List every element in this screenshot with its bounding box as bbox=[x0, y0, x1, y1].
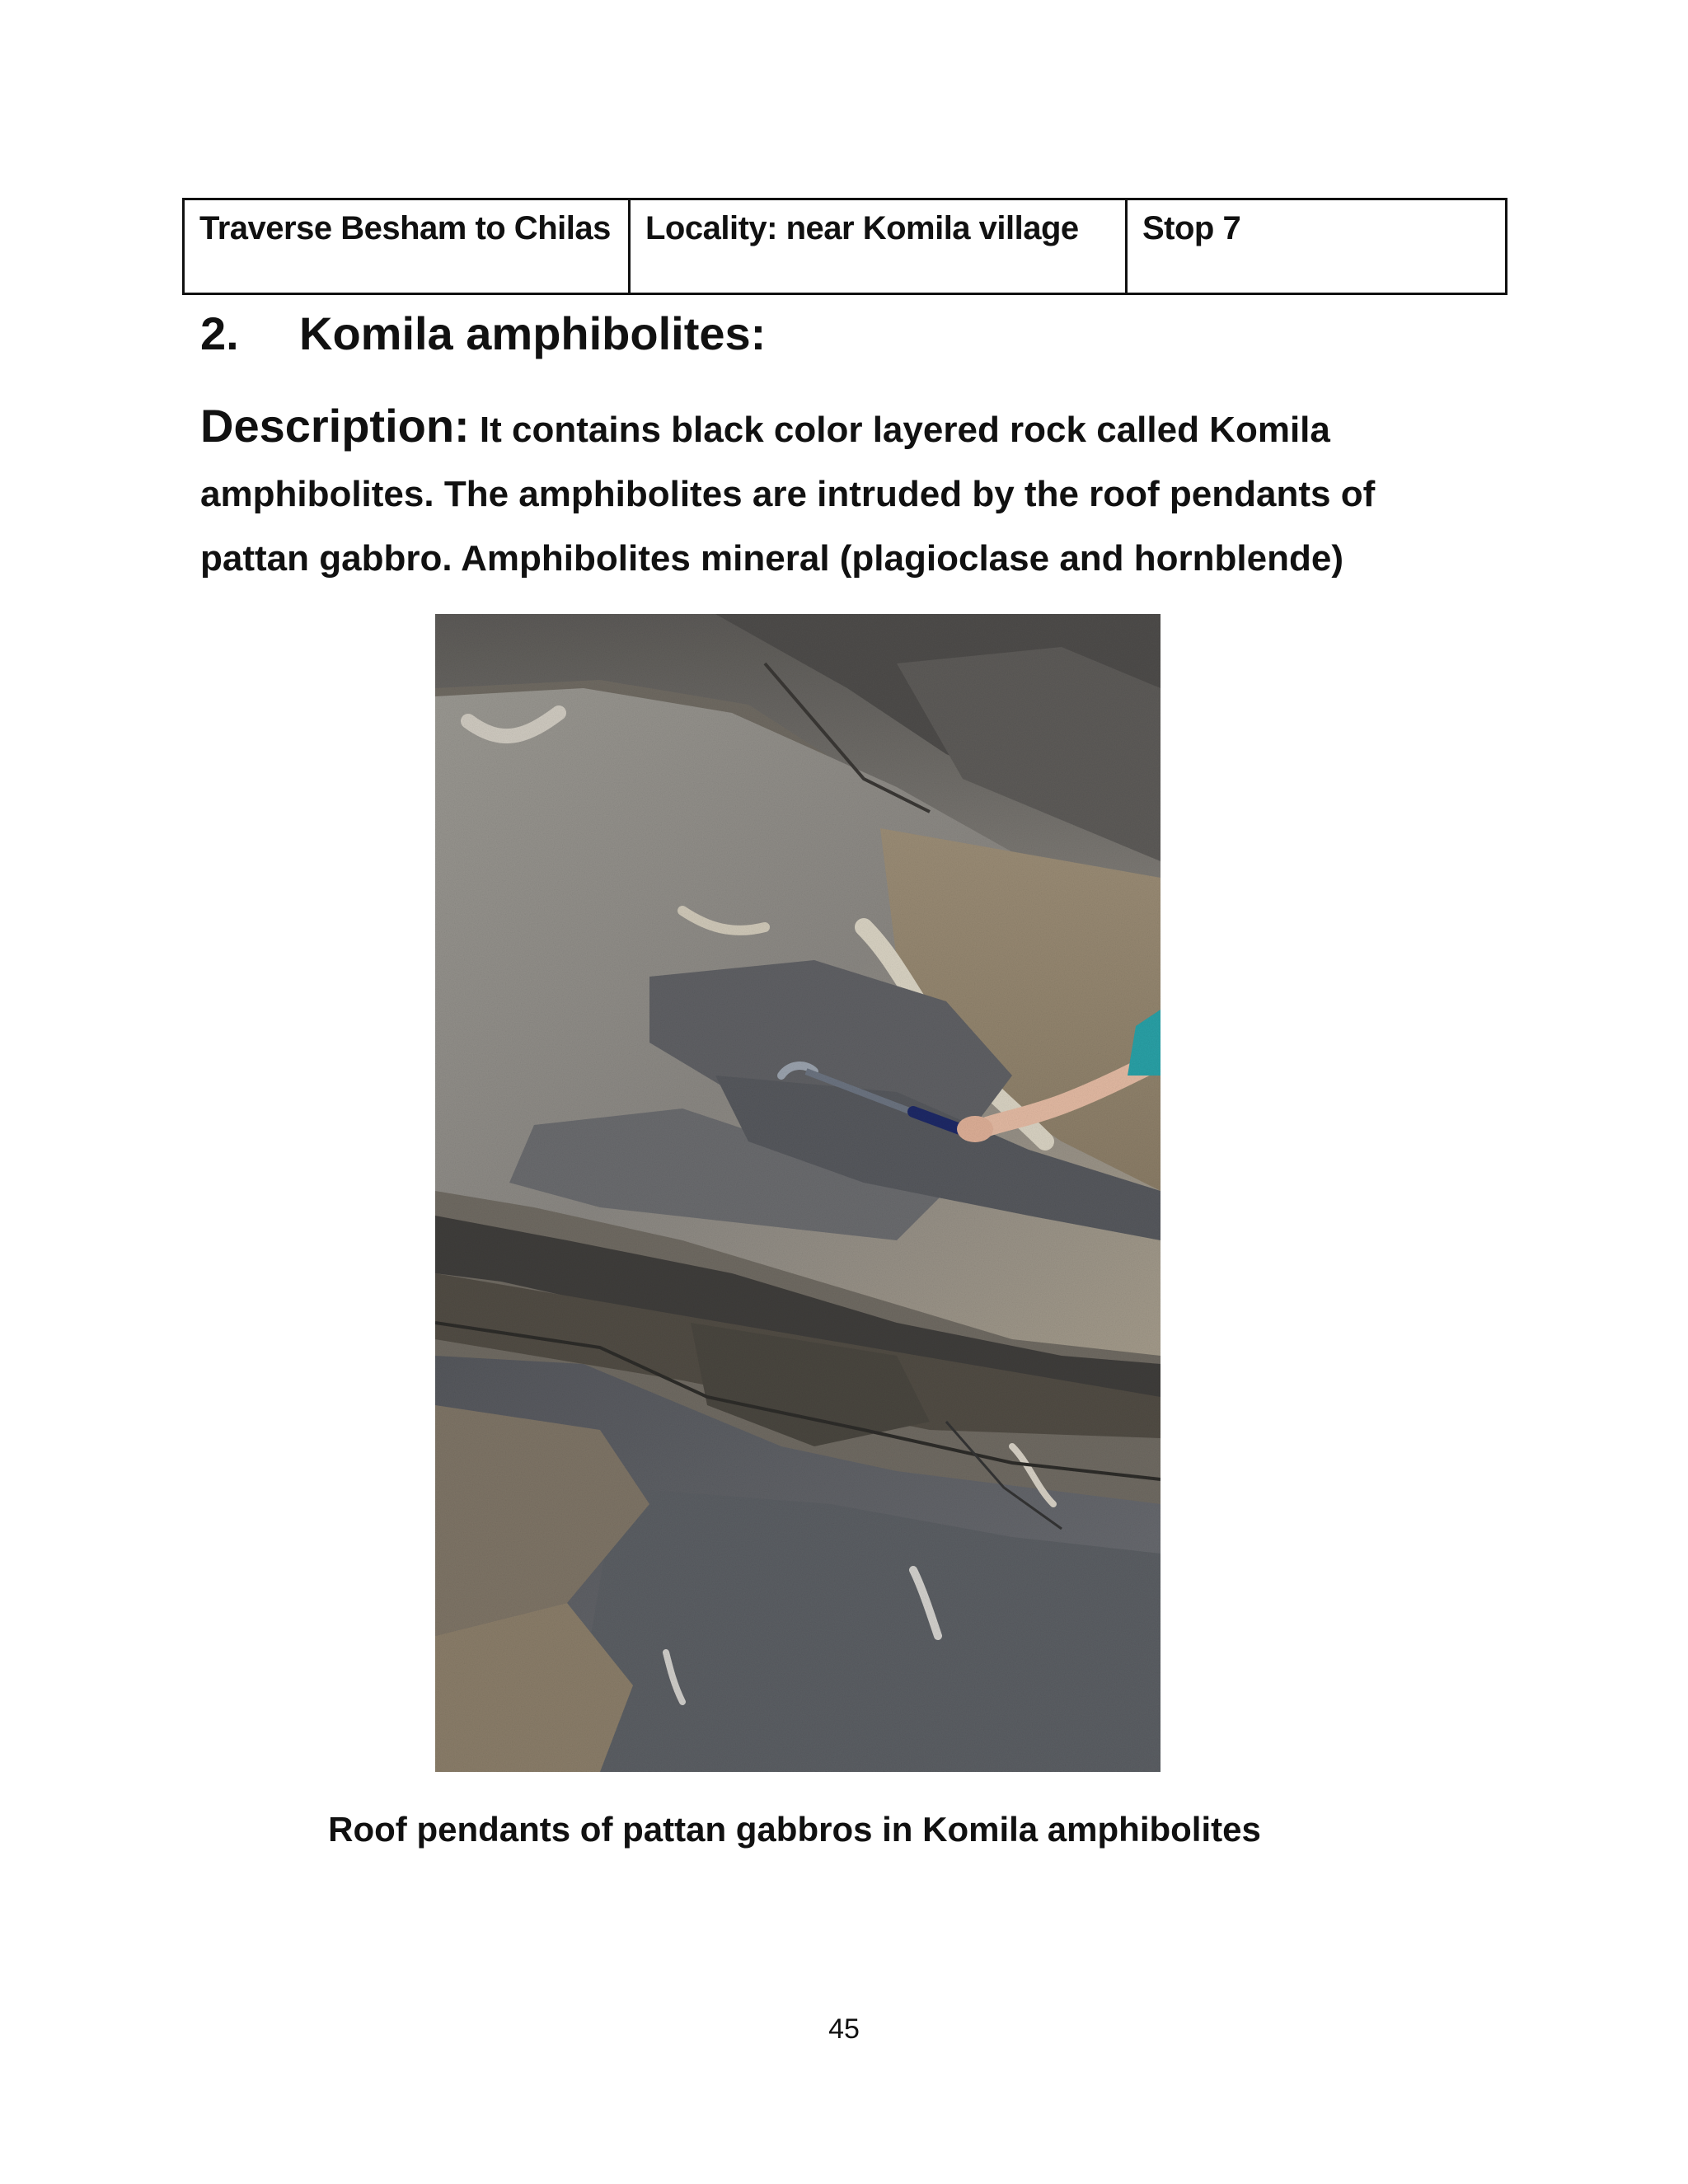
section-title: Komila amphibolites: bbox=[299, 307, 767, 359]
description-label: Description: bbox=[200, 400, 470, 452]
traverse-header-table bbox=[182, 198, 1507, 295]
rock-outcrop-photo bbox=[435, 614, 1160, 1772]
locality-cell: Locality: near Komila village bbox=[630, 199, 1127, 294]
description-text: It contains black color layered rock called Komila amphibolites. The amphibolites are intruded by the roof pendants of pattan gabbro. Amphibolites mineral (plagioclase and hornblende) bbox=[200, 410, 1376, 579]
table-row bbox=[184, 199, 1507, 294]
description-paragraph bbox=[200, 394, 1486, 591]
figure-caption: Roof pendants of pattan gabbros in Komila amphibolites bbox=[328, 1810, 1261, 1849]
rock-photo-illustration bbox=[435, 614, 1160, 1772]
page-number: 45 bbox=[828, 2013, 860, 2045]
section-number: 2. bbox=[200, 307, 239, 359]
stop-cell: Stop 7 bbox=[1127, 199, 1507, 294]
traverse-cell: Traverse Besham to Chilas bbox=[184, 199, 630, 294]
section-heading bbox=[200, 305, 766, 363]
